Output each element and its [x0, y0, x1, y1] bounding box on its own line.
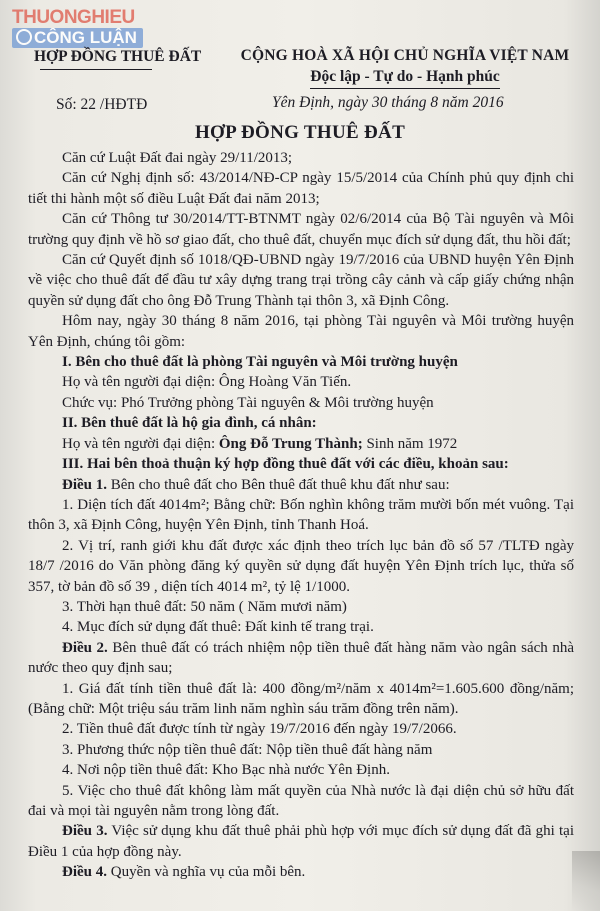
- article3-label: Điều 3.: [62, 823, 108, 840]
- section1-position: Chức vụ: Phó Trưởng phòng Tài nguyên & Môi trường huyện: [62, 394, 434, 411]
- section1-heading: I. Bên cho thuê đất là phòng Tài nguyên và Môi trường huyện: [62, 354, 458, 371]
- article3-text: Việc sử dụng khu đất thuê phải phù hợp với mục đích sử dụng đất đã ghi tại Điều 1 của hợp đồng này.: [28, 823, 574, 860]
- watermark-line2: CÔNG LUẬN: [34, 28, 137, 47]
- document-title: HỢP ĐỒNG THUÊ ĐẤT: [194, 122, 406, 143]
- section2-rep-label: Họ và tên người đại diện:: [62, 435, 219, 452]
- article2-item-5: 5. Việc cho thuê đất không làm mất quyền của Nhà nước là đại diện chủ sở hữu đất đai và mọi tài nguyên nằm trong lòng đất.: [28, 782, 574, 819]
- article4: [28, 862, 574, 882]
- section2-heading: II. Bên thuê đất là hộ gia đình, cá nhân:: [62, 415, 317, 432]
- article1-item-3: 3. Thời hạn thuê đất: 50 năm ( Năm mươi năm): [62, 598, 347, 615]
- article2-item-1: 1. Giá đất tính tiền thuê đất là: 400 đồng/m²/năm x 4014m²=1.605.600 đồng/năm; (Bằng chữ: Một triệu sáu trăm linh năm nghìn sáu trăm đồng trên năm).: [28, 680, 574, 717]
- article1-label: Điều 1.: [62, 476, 107, 493]
- section2-rep-name: Ông Đỗ Trung Thành;: [218, 435, 363, 452]
- page-fold-shadow: [572, 851, 600, 911]
- legal-basis-1: Căn cứ Luật Đất đai ngày 29/11/2013;: [62, 150, 293, 166]
- article4-label: Điều 4.: [62, 864, 107, 881]
- article2-label: Điều 2.: [62, 639, 108, 656]
- article4-text: Quyền và nghĩa vụ của mỗi bên.: [107, 864, 306, 881]
- watermark-logo: [12, 8, 143, 48]
- header-left-underline: [40, 69, 152, 70]
- article2-intro: [28, 638, 574, 679]
- article1-item-1: 1. Diện tích đất 4014m²; Bằng chữ: Bốn nghìn không trăm mười bốn mét vuông. Tại thôn 3, xã Định Công, huyện Yên Định, tỉnh Thanh Hoá.: [28, 496, 574, 534]
- header-left: [34, 48, 201, 70]
- document-number: Số: 22 /HĐTĐ: [56, 96, 148, 113]
- watermark-line1: THUONGHIEU: [12, 7, 135, 28]
- legal-basis-2: Căn cứ Nghị định số: 43/2014/NĐ-CP ngày 15/5/2014 của Chính phủ quy định chi tiết thi hành một số điều Luật Đất đai năm 2013;: [28, 170, 574, 207]
- article3: [28, 821, 574, 862]
- section1-rep-label: Họ và tên người đại diện:: [62, 374, 219, 391]
- article2-item-3: 3. Phương thức nộp tiền thuê đất: Nộp tiền thuê đất hàng năm: [62, 741, 433, 758]
- article2-item-2: 2. Tiền thuê đất được tính từ ngày 19/7/2016 đến ngày 19/7/2066.: [62, 721, 457, 738]
- national-motto: Độc lập - Tự do - Hạnh phúc: [310, 68, 500, 85]
- article2-text: Bên thuê đất có trách nhiệm nộp tiền thuê đất hàng năm vào ngân sách nhà nước theo quy định sau;: [28, 639, 574, 677]
- nation-name: CỘNG HOÀ XÃ HỘI CHỦ NGHĨA VIỆT NAM: [240, 47, 570, 64]
- document-body: [28, 148, 574, 883]
- section2-representative: [28, 434, 574, 454]
- intro-paragraph: Hôm nay, ngày 30 tháng 8 năm 2016, tại phòng Tài nguyên và Môi trường huyện Yên Định, chúng tôi gồm:: [28, 313, 574, 350]
- legal-basis-4: Căn cứ Quyết định số 1018/QĐ-UBND ngày 19/7/2016 của UBND huyện Yên Định về việc cho thuê đất để đầu tư xây dựng trang trại trồng cây cảnh và cấp giấy chứng nhận quyền sử dụng đất cho ông Đỗ Trung Thành tại thôn 3, xã Định Công.: [28, 252, 574, 309]
- place-and-date: Yên Định, ngày 30 tháng 8 năm 2016: [272, 94, 504, 111]
- section1-rep-name: Ông Hoàng Văn Tiến.: [218, 374, 352, 391]
- doc-type-label: HỢP ĐỒNG THUÊ ĐẤT: [34, 48, 202, 65]
- article1-item-4: 4. Mục đích sử dụng đất thuê: Đất kinh tế trang trại.: [62, 619, 374, 636]
- header-right: [240, 47, 570, 89]
- article1-intro: [28, 475, 574, 495]
- legal-basis-3: Căn cứ Thông tư 30/2014/TT-BTNMT ngày 02/6/2014 của Bộ Tài nguyên và Môi trường quy định về hồ sơ giao đất, cho thuê đất, chuyển mục đích sử dụng đất, thu hồi đất;: [28, 211, 574, 248]
- section2-birth-year: Sinh năm 1972: [362, 435, 458, 452]
- globe-icon: [16, 29, 32, 45]
- watermark-line2-badge: [12, 28, 143, 48]
- section3-heading: III. Hai bên thoả thuận ký hợp đồng thuê đất với các điều, khoản sau:: [62, 456, 509, 473]
- section1-representative: [28, 372, 574, 392]
- article2-item-4: 4. Nơi nộp tiền thuê đất: Kho Bạc nhà nước Yên Định.: [62, 762, 390, 779]
- article1-item-2: 2. Vị trí, ranh giới khu đất được xác định theo trích lục bản đồ số 57 /TLTĐ ngày 18/7 /2016 do Văn phòng đăng ký quyền sử dụng đất huyện Yên Định trích lục, thửa số 357, tờ bản đồ số 39 , diện tích 4014 m², tỷ lệ 1/1000.: [28, 537, 574, 595]
- motto-underline: [310, 88, 500, 89]
- article1-text: Bên cho thuê đất cho Bên thuê đất thuê khu đất như sau:: [107, 476, 450, 493]
